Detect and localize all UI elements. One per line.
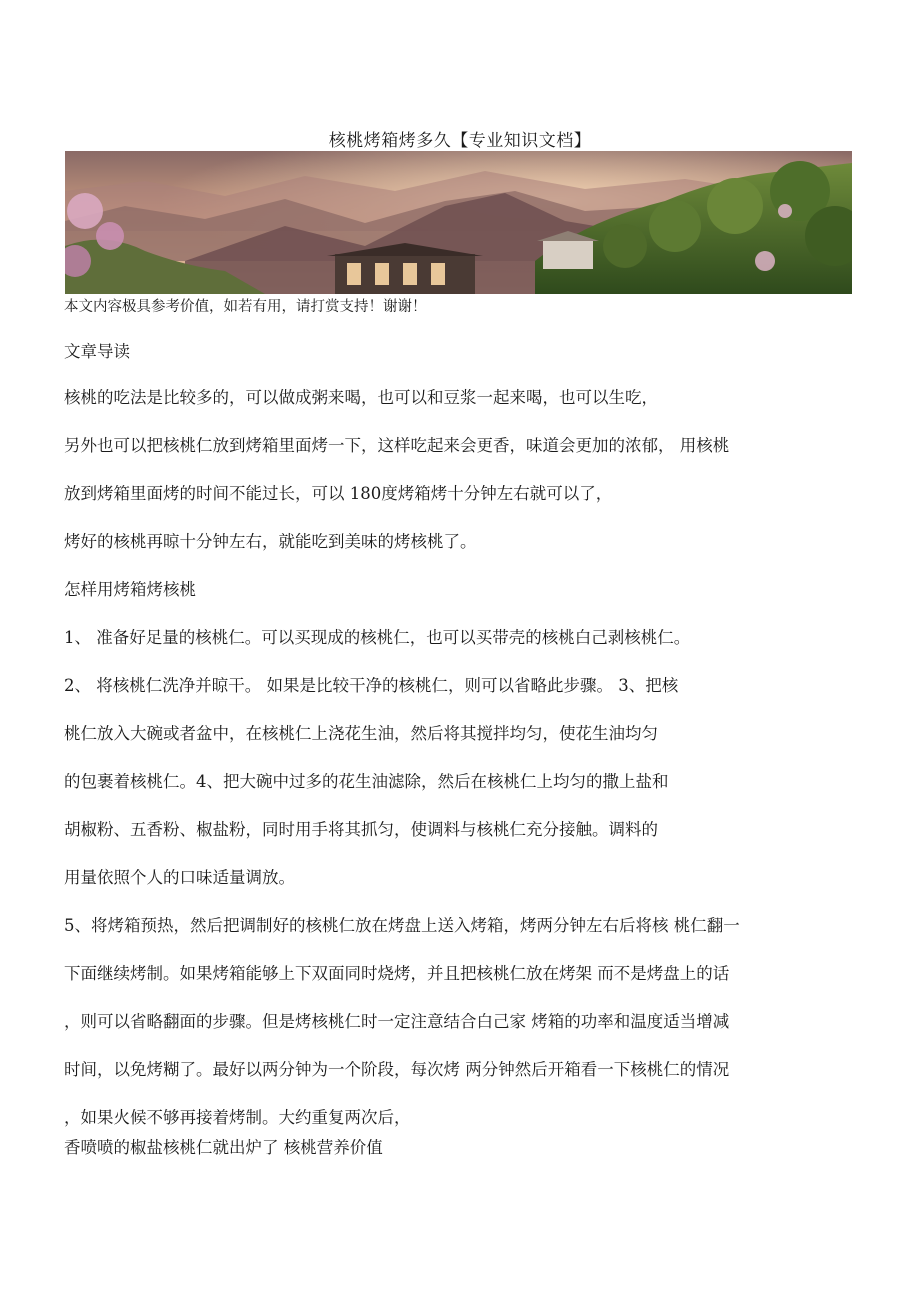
step-line: 1、 准备好足量的核桃仁。可以买现成的核桃仁，也可以买带壳的核桃白己剥核桃仁。 [64, 628, 691, 647]
step-line: 时间，以免烤糊了。最好以两分钟为一个阶段，每次烤 两分钟然后开箱看一下核桃仁的情况 [64, 1060, 730, 1079]
step-line: 2、 将核桃仁洗净并晾干。 如果是比较干净的核桃仁，则可以省略此步骤。 3、把核 [64, 676, 679, 695]
section-heading-guide: 文章导读 [64, 342, 130, 361]
paragraph-line: 放到烤箱里面烤的时间不能过长，可以 180度烤箱烤十分钟左右就可以了， [64, 484, 613, 503]
step-line: 下面继续烤制。如果烤箱能够上下双面同时烧烤，并且把核桃仁放在烤架 而不是烤盘上的话 [64, 964, 730, 983]
page-title: 核桃烤箱烤多久【专业知识文档】 [328, 131, 592, 151]
step-line: 胡椒粉、五香粉、椒盐粉，同时用手将其抓匀，使调料与核桃仁充分接触。调料的 [64, 820, 658, 839]
reference-notice: 本文内容极具参考价值，如若有用，请打赏支持！谢谢！ [64, 299, 427, 315]
step-line: 香喷喷的椒盐核桃仁就出炉了 核桃营养价值 [64, 1138, 383, 1157]
step-line: ，如果火候不够再接着烤制。大约重复两次后， [64, 1108, 411, 1127]
step-line: 用量依照个人的口味适量调放。 [64, 868, 295, 887]
section-heading-howto: 怎样用烤箱烤核桃 [64, 580, 196, 599]
step-line: 的包裹着核桃仁。4、把大碗中过多的花生油滤除，然后在核桃仁上均匀的撒上盐和 [64, 772, 669, 791]
step-line: 5、将烤箱预热，然后把调制好的核桃仁放在烤盘上送入烤箱，烤两分钟左右后将核 桃仁翻一 [64, 916, 740, 935]
step-line: ，则可以省略翻面的步骤。但是烤核桃仁时一定注意结合白己家 烤箱的功率和温度适当增减 [64, 1012, 730, 1031]
paragraph-line: 另外也可以把核桃仁放到烤箱里面烤一下，这样吃起来会更香，味道会更加的浓郁， 用核桃 [64, 436, 730, 455]
paragraph-line: 烤好的核桃再晾十分钟左右，就能吃到美味的烤核桃了。 [64, 532, 477, 551]
banner-image [65, 151, 852, 294]
paragraph-line: 核桃的吃法是比较多的，可以做成粥来喝，也可以和豆浆一起来喝，也可以生吃， [64, 388, 658, 407]
step-line: 桃仁放入大碗或者盆中，在核桃仁上浇花生油，然后将其搅拌均匀，使花生油均匀 [64, 724, 658, 743]
